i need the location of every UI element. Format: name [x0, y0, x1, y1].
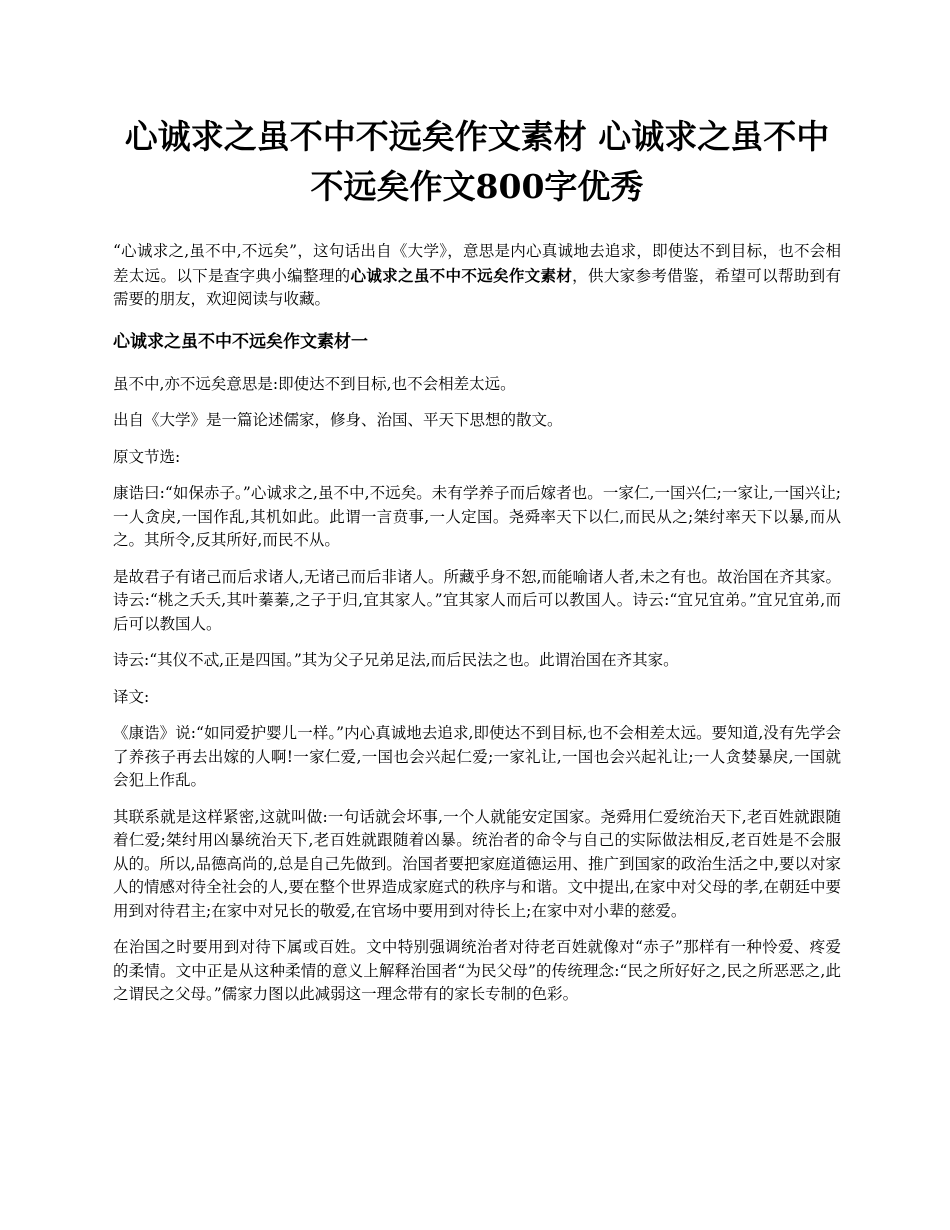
intro-text-after: ，供大家参考借鉴，希望可以帮助到有需要的朋友，欢迎阅读与收藏。	[113, 266, 841, 308]
paragraph-source: 出自《大学》是一篇论述儒家，修身、治国、平天下思想的散文。	[113, 411, 563, 429]
paragraph-translation-label: 译文:	[113, 687, 150, 706]
paragraph-original-text-2: 是故君子有诸己而后求诸人,无诸己而后非诸人。所藏乎身不恕,而能喻诸人者,未之有也。故治国在齐其家。诗云:“桃之夭夭,其叶蓁蓁,之子于归,宜其家人。”宜其家人而后可以教国人。诗云:“宜兄宜弟。”宜兄宜弟,而后可以教国人。	[113, 567, 841, 633]
paragraph-translation-2: 其联系就是这样紧密,这就叫做:一句话就会坏事,一个人就能安定国家。尧舜用仁爱统治天下,老百姓就跟随着仁爱;桀纣用凶暴统治天下,老百姓就跟随着凶暴。统治者的命令与自己的实际做法相反,老百姓是不会服从的。所以,品德高尚的,总是自己先做到。治国者要把家庭道德运用、推广到国家的政治生活之中,要以对家人的情感对待全社会的人,要在整个世界造成家庭式的秩序与和谐。文中提出,在家中对父母的孝,在朝廷中要用到对待君主;在家中对兄长的敬爱,在官场中要用到对待长上;在家中对小辈的慈爱。	[113, 807, 841, 920]
section-heading: 心诚求之虽不中不远矣作文素材一	[113, 331, 368, 352]
intro-paragraph	[113, 240, 841, 312]
paragraph-meaning: 虽不中,亦不远矣意思是:即使达不到目标,也不会相差太远。	[113, 374, 516, 393]
paragraph-translation-3: 在治国之时要用到对待下属或百姓。文中特别强调统治者对待老百姓就像对“赤子”那样有一种怜爱、疼爱的柔情。文中正是从这种柔情的意义上解释治国者“为民父母”的传统理念:“民之所好好之,民之所恶恶之,此之谓民之父母。”儒家力图以此减弱这一理念带有的家长专制的色彩。	[113, 938, 841, 1003]
intro-text-bold: 心诚求之虽不中不远矣作文素材	[350, 265, 573, 285]
intro-text-before: “心诚求之,虽不中,不远矣”，这句话出自《大学》，意思是内心真诚地去追求，即使达不到目标，也不会相差太远。以下是查字典小编整理的	[113, 242, 841, 285]
paragraph-original-text-3: 诗云:“其仪不忒,正是四国。”其为父子兄弟足法,而后民法之也。此谓治国在齐其家。	[113, 651, 679, 669]
paragraph-translation-1: 《康诰》说:“如同爱护婴儿一样。”内心真诚地去追求,即使达不到目标,也不会相差太远。要知道,没有先学会了养孩子再去出嫁的人啊!一家仁爱,一国也会兴起仁爱;一家礼让,一国也会兴起礼让;一人贪婪暴戾,一国就会犯上作乱。	[113, 724, 841, 789]
document-title: 心诚求之虽不中不远矣作文素材 心诚求之虽不中不远矣作文800字优秀	[124, 117, 830, 206]
document-page	[113, 112, 841, 1020]
paragraph-original-text-1: 康诰曰:“如保赤子。”心诚求之,虽不中,不远矣。未有学养子而后嫁者也。一家仁,一国兴仁;一家让,一国兴让;一人贪戾,一国作乱,其机如此。此谓一言贲事,一人定国。尧舜率天下以仁,而民从之;桀纣率天下以暴,而从之。其所令,反其所好,而民不从。	[113, 484, 841, 549]
paragraph-original-label: 原文节选:	[113, 447, 181, 466]
